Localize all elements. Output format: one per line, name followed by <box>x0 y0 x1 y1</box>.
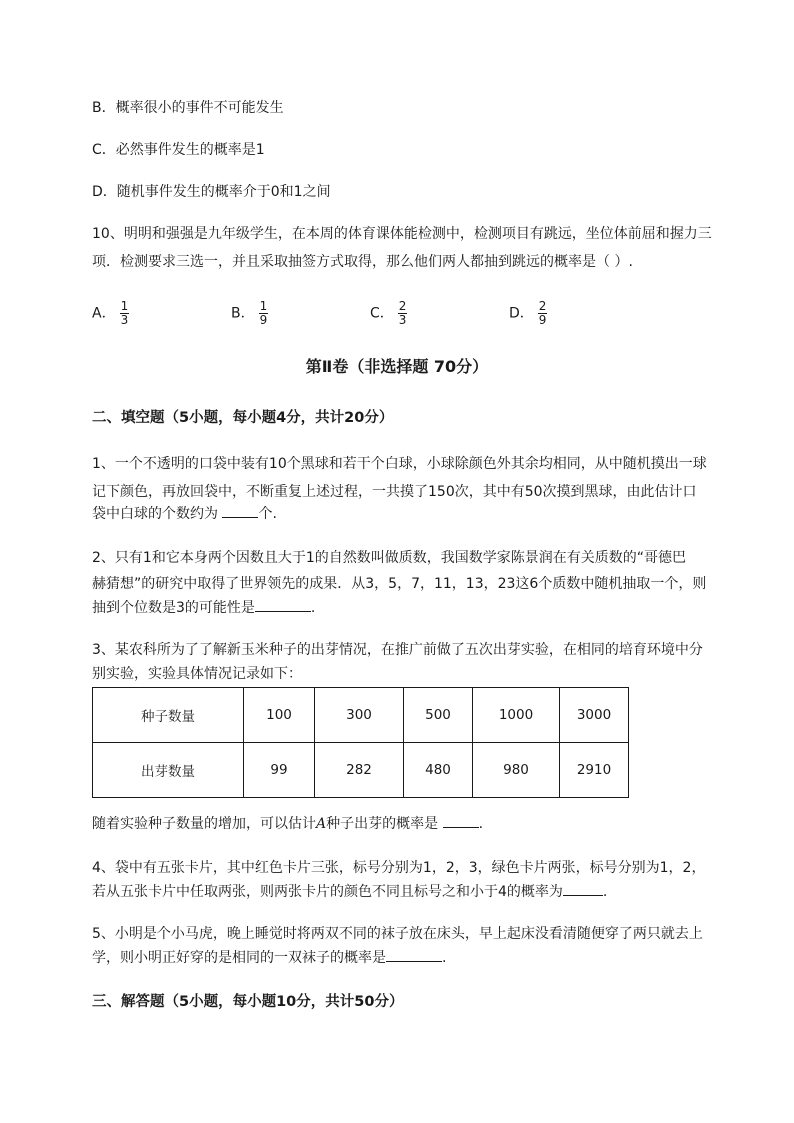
q10-line-2: 项．检测要求三选一，并且采取抽签方式取得，那么他们两人都抽到跳远的概率是（ ）. <box>92 254 633 270</box>
numerator: 1 <box>259 299 268 313</box>
answer-blank[interactable] <box>386 947 442 962</box>
fill-q5-tail: . <box>442 950 447 966</box>
fill-q1-text: 袋中白球的个数约为 <box>92 506 223 522</box>
fill-q3-line-2: 别实验，实验具体情况记录如下： <box>92 666 302 682</box>
answer-blank[interactable] <box>255 597 311 612</box>
q10-option-c <box>370 300 407 327</box>
option-label: B． <box>231 305 255 322</box>
fill-q4-tail: . <box>602 884 608 900</box>
denominator: 3 <box>398 313 407 327</box>
row-header-seed-count: 种子数量 <box>93 688 244 743</box>
fill-q2-text: 抽到个位数是3的可能性是 <box>92 600 255 616</box>
answer-blank[interactable] <box>443 813 479 828</box>
fill-q1-line-2: 记下颜色，再放回袋中，不断重复上述过程，一共摸了150次，其中有50次摸到黑球，由此估计口 <box>92 484 697 500</box>
table-cell: 100 <box>244 688 315 743</box>
numerator: 2 <box>538 299 547 313</box>
denominator: 9 <box>259 313 268 327</box>
fill-q5-line-2 <box>92 944 744 972</box>
option-label: D． <box>509 305 534 322</box>
fill-q3-line-1: 3、某农科所为了了解新玉米种子的出芽情况，在推广前做了五次出芽实验，在相同的培育环境中分 <box>92 642 703 658</box>
fill-q5-text: 学，则小明正好穿的是相同的一双袜子的概率是 <box>92 950 386 966</box>
fraction <box>398 300 408 327</box>
part-two-title: 第Ⅱ卷（非选择题 70分） <box>305 357 489 376</box>
fill-q4-text: 若从五张卡片中任取两张，则两张卡片的颜色不同且标号之和小于4的概率为 <box>92 884 563 900</box>
table-cell: 480 <box>404 743 473 798</box>
q10-option-d <box>509 300 547 327</box>
fill-q2-line-3 <box>92 594 744 622</box>
section-two-heading: 二、填空题（5小题，每小题4分，共计20分） <box>92 410 394 426</box>
denominator: 3 <box>120 313 129 327</box>
row-header-sprout-count: 出芽数量 <box>93 743 244 798</box>
q9-option-d: D．随机事件发生的概率介于0和1之间 <box>92 184 331 200</box>
fill-q5-line-1: 5、小明是个小马虎，晚上睡觉时将两双不同的袜子放在床头，早上起床没看清随便穿了两只就去上 <box>92 926 703 942</box>
section-three-heading: 三、解答题（5小题，每小题10分，共计50分） <box>92 994 404 1010</box>
table-cell: 99 <box>244 743 315 798</box>
variable-a: A <box>316 816 327 832</box>
fill-q3-question <box>92 810 744 838</box>
table-cell: 2910 <box>560 743 629 798</box>
table-cell: 300 <box>315 688 404 743</box>
table-cell: 3000 <box>560 688 629 743</box>
fill-q3-text-a: 随着实验种子数量的增加，可以估计 <box>92 816 316 832</box>
fraction <box>259 300 269 327</box>
numerator: 2 <box>398 299 407 313</box>
table-cell: 1000 <box>473 688 560 743</box>
denominator: 9 <box>538 313 547 327</box>
q10-option-b <box>231 300 268 327</box>
fill-q3-text-b: 种子出芽的概率是 <box>326 816 443 832</box>
option-label: A． <box>92 305 116 322</box>
q10-option-a <box>92 300 129 327</box>
q9-option-b: B．概率很小的事件不可能发生 <box>92 100 284 116</box>
answer-blank[interactable] <box>563 881 603 896</box>
table-row <box>93 743 629 798</box>
fill-q2-line-2: 赫猜想”的研究中取得了世界领先的成果．从3，5，7，11，13，23这6个质数中随机抽取一个，则 <box>92 576 707 592</box>
fill-q2-tail: . <box>310 600 316 616</box>
seed-data-table <box>92 687 629 798</box>
fill-q2-line-1: 2、只有1和它本身两个因数且大于1的自然数叫做质数，我国数学家陈景润在有关质数的“哥德巴 <box>92 550 686 566</box>
fill-q4-line-2 <box>92 878 744 906</box>
q10-line-1: 10、明明和强强是九年级学生，在本周的体育课体能检测中，检测项目有跳远，坐位体前屈和握力三 <box>92 226 712 242</box>
fraction <box>120 300 130 327</box>
fill-q1-tail: 个. <box>258 506 277 522</box>
fill-q1-line-3 <box>92 500 744 528</box>
option-label: C． <box>370 305 394 322</box>
table-cell: 500 <box>404 688 473 743</box>
q9-option-c: C．必然事件发生的概率是1 <box>92 142 265 158</box>
answer-blank[interactable] <box>222 503 258 518</box>
fraction <box>538 300 548 327</box>
fill-q4-line-1: 4、袋中有五张卡片，其中红色卡片三张，标号分别为1，2，3，绿色卡片两张，标号分别为1，2， <box>92 860 706 876</box>
fill-q3-tail: . <box>478 816 484 832</box>
fill-q1-line-1: 1、一个不透明的口袋中装有10个黑球和若干个白球，小球除颜色外其余均相同，从中随机摸出一球 <box>92 456 707 472</box>
table-row <box>93 688 629 743</box>
numerator: 1 <box>120 299 129 313</box>
table-cell: 980 <box>473 743 560 798</box>
table-cell: 282 <box>315 743 404 798</box>
